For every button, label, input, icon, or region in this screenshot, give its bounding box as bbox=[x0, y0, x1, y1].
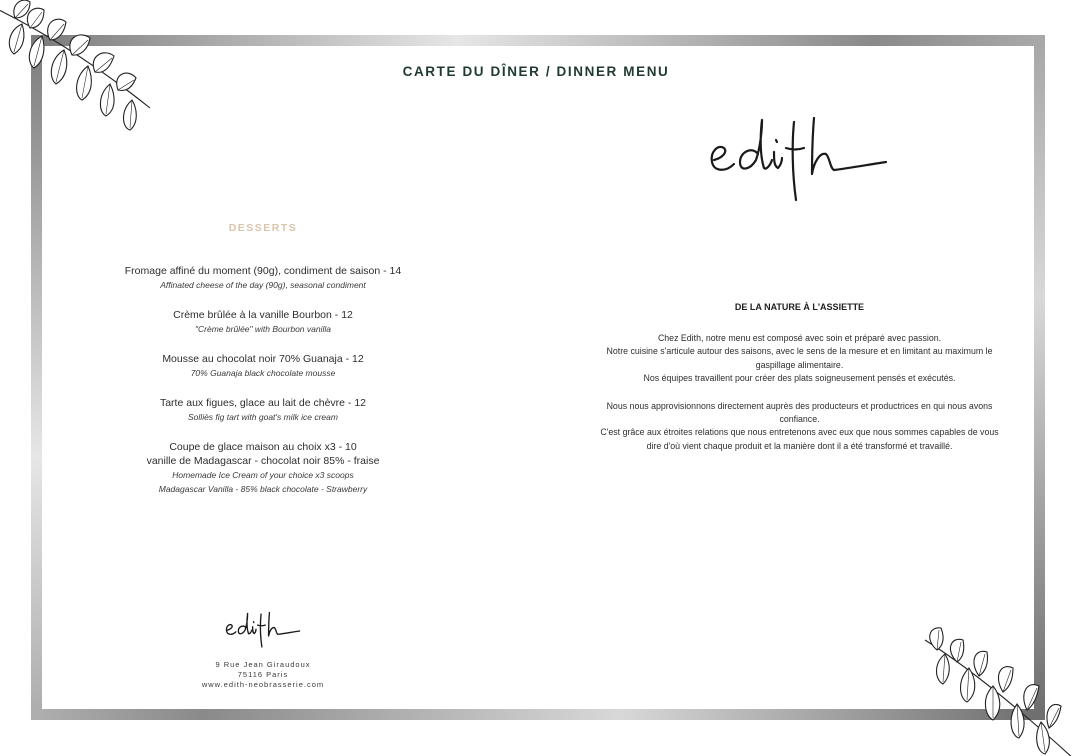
desserts-section-title: DESSERTS bbox=[228, 222, 298, 234]
desserts-column bbox=[93, 222, 433, 512]
website-link[interactable]: www.edith-neobrasserie.com bbox=[201, 680, 325, 689]
dessert-item bbox=[93, 396, 433, 424]
dessert-flavours-fr: vanille de Madagascar - chocolat noir 85% - fraise bbox=[146, 455, 380, 467]
dessert-name-fr: Fromage affiné du moment (90g), condiment de saison - 14 bbox=[124, 265, 402, 277]
menu-title: CARTE DU DÎNER / DINNER MENU bbox=[402, 64, 670, 79]
dessert-flavours-en: Madagascar Vanilla - 85% black chocolate - Strawberry bbox=[158, 484, 368, 494]
dessert-name-fr: Crème brûlée à la vanille Bourbon - 12 bbox=[173, 309, 353, 321]
about-paragraph-2 bbox=[572, 400, 1027, 454]
address-city: 75116 Paris bbox=[237, 670, 289, 679]
dessert-name-en: 70% Guanaja black chocolate mousse bbox=[190, 368, 336, 378]
about-line: Notre cuisine s'articule autour des saisons, avec le sens de la mesure et en limitant au maximum le bbox=[606, 346, 993, 357]
about-section bbox=[572, 302, 1027, 453]
dessert-item bbox=[93, 308, 433, 336]
dessert-name-en: "Crème brûlée" with Bourbon vanilla bbox=[195, 324, 331, 334]
edith-logo-small bbox=[220, 610, 305, 652]
dessert-item bbox=[93, 352, 433, 380]
address-street: 9 Rue Jean Giraudoux bbox=[215, 660, 311, 669]
dessert-name-fr: Mousse au chocolat noir 70% Guanaja - 12 bbox=[162, 353, 364, 365]
about-line: Chez Edith, notre menu est composé avec soin et préparé avec passion. bbox=[657, 333, 942, 343]
about-line: confiance. bbox=[779, 414, 820, 425]
about-line: gaspillage alimentaire. bbox=[755, 359, 844, 370]
dessert-name-en: Homemade Ice Cream of your choice x3 scoops bbox=[172, 470, 354, 480]
restaurant-address bbox=[163, 660, 363, 690]
about-line: Nous nous approvisionnons directement auprès des producteurs et productrices en qui nous avons bbox=[606, 400, 993, 411]
edith-logo-large bbox=[700, 112, 895, 212]
dessert-item bbox=[93, 440, 433, 496]
dessert-name-fr: Coupe de glace maison au choix x3 - 10 bbox=[169, 441, 357, 453]
about-title: DE LA NATURE À L'ASSIETTE bbox=[734, 302, 865, 312]
dessert-name-en: Affinated cheese of the day (90g), seasonal condiment bbox=[160, 280, 366, 290]
about-line: dire d'où vient chaque produit et la manière dont il a été transformé et travaillé. bbox=[646, 440, 953, 451]
about-line: Nos équipes travaillent pour créer des plats soigneusement pensés et exécutés. bbox=[643, 373, 956, 384]
leaf-branch-decoration-bottom-right bbox=[915, 610, 1072, 756]
dessert-item bbox=[93, 264, 433, 292]
about-line: C'est grâce aux étroites relations que nous entretenons avec eux que nous sommes capables de vous bbox=[600, 427, 999, 438]
dessert-name-fr: Tarte aux figues, glace au lait de chèvre - 12 bbox=[159, 397, 367, 409]
about-paragraph-1 bbox=[572, 332, 1027, 386]
dessert-name-en: Solliès fig tart with goat's milk ice cream bbox=[188, 412, 338, 422]
